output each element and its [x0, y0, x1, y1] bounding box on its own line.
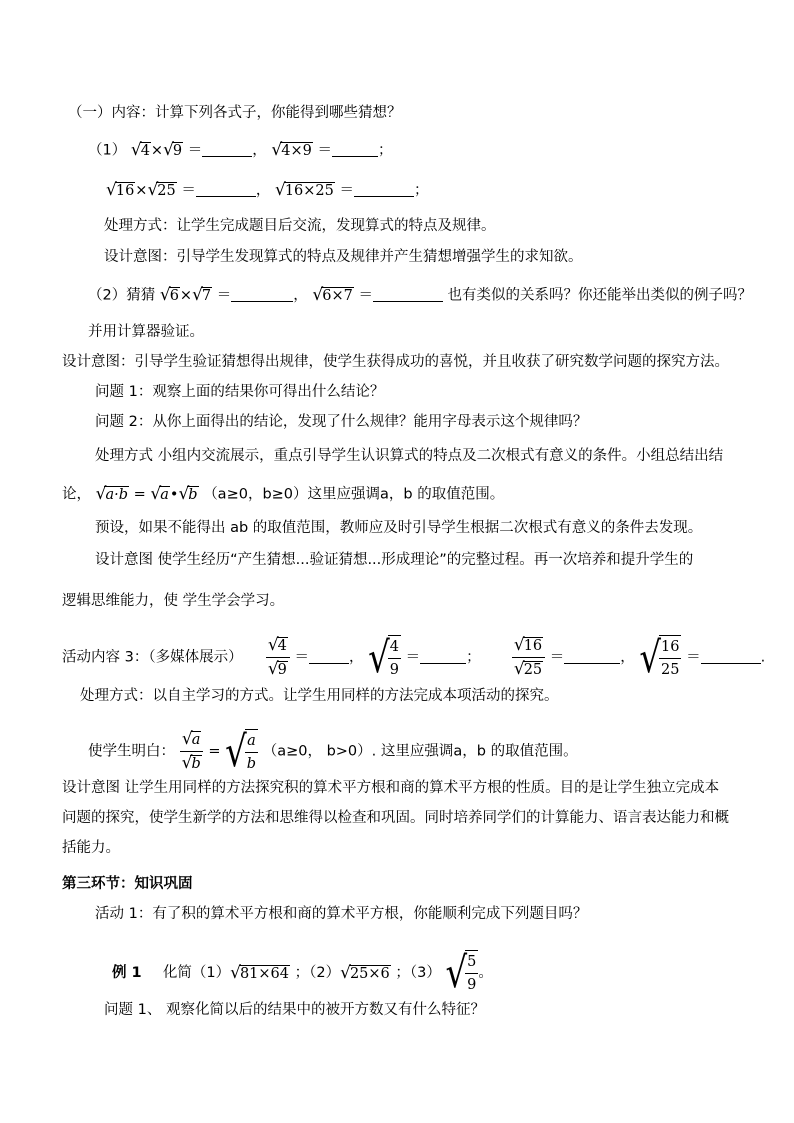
line-example-1: 例 1 化简（1）√81×64 ；（2）√25×6 ；（3） √ $\frac{5}{9}$ 。	[112, 948, 493, 998]
answer-blank[interactable]	[420, 649, 466, 664]
line-design-1: 设计意图：引导学生发现算式的特点及规律并产生猜想增强学生的求知欲。	[104, 249, 583, 265]
line-activity-3: 活动内容 3：（多媒体展示） $\frac{√4}{√9}$ ＝ ， √ $\frac{4}{9}$ ＝ ； $\frac{√16}{√25}$ ＝ ， √ $\frac{16}{25}$ ＝ .	[62, 632, 766, 683]
line-design-4b: 问题的探究，使学生新学的方法和思维得以检查和巩固。同时培养同学们的计算能力、语言表达能力和概	[62, 810, 729, 826]
line-verify: 并用计算器验证。	[88, 324, 204, 340]
line-activity-1: 活动 1：有了积的算术平方根和商的算术平方根，你能顺利完成下列题目吗？	[95, 906, 588, 922]
line-design-4a: 设计意图 让学生用同样的方法探究积的算术平方根和商的算术平方根的性质。目的是让学生独立完成本	[62, 780, 720, 796]
section-heading: 第三环节：知识巩固	[62, 876, 193, 892]
answer-blank[interactable]	[332, 142, 378, 157]
line-question-2: 问题 2：从你上面得出的结论，发现了什么规律？能用字母表示这个规律吗？	[95, 414, 588, 430]
answer-blank[interactable]	[373, 287, 443, 302]
line-content-intro: （一）内容：计算下列各式子，你能得到哪些猜想？	[68, 105, 402, 121]
line-question-1: 问题 1：观察上面的结果你可得出什么结论？	[95, 384, 385, 400]
line-q1-row2: √16×√25 ＝ ， √16×25 ＝ ；	[106, 180, 429, 200]
line-preset: 预设，如果不能得出 ab 的取值范围，教师应及时引导学生根据二次根式有意义的条件去发现。	[95, 520, 703, 536]
line-handling: 处理方式：让学生完成题目后交流，发现算式的特点及规律。	[104, 218, 496, 234]
answer-blank[interactable]	[701, 649, 761, 664]
line-handling-2: 处理方式 小组内交流展示，重点引导学生认识算式的特点及二次根式有意义的条件。小组总结出结	[95, 448, 724, 464]
answer-blank[interactable]	[231, 287, 293, 302]
answer-blank[interactable]	[564, 649, 620, 664]
line-design-4c: 括能力。	[62, 840, 120, 856]
answer-blank[interactable]	[309, 649, 349, 664]
answer-blank[interactable]	[354, 182, 414, 197]
line-design-2: 设计意图：引导学生验证猜想得出规律，使学生获得成功的喜悦，并且收获了研究数学问题的探究方法。	[62, 354, 729, 370]
answer-blank[interactable]	[202, 142, 252, 157]
answer-blank[interactable]	[196, 182, 256, 197]
line-q1-row1: （1） √4×√9 ＝ ， √4×9 ＝ ；	[88, 140, 393, 160]
line-design-3b: 逻辑思维能力，使 学生学会学习。	[62, 593, 285, 609]
line-handling-3: 处理方式：以自主学习的方式。让学生用同样的方法完成本项活动的探究。	[80, 688, 559, 704]
line-understand: 使学生明白： $\frac{√a}{√b}$ = √ $\frac{a}{b}$ （a≥0， b>0）. 这里应强调a，b 的取值范围。	[88, 726, 578, 777]
line-conclusion: 论， √a·b = √a•√b （a≥0，b≥0）这里应强调a，b 的取值范围。	[62, 484, 505, 504]
line-design-3a: 设计意图 使学生经历“产生猜想...验证猜想...形成理论”的完整过程。再一次培养和提升学生的	[95, 552, 694, 568]
line-question-final: 问题 1、 观察化简以后的结果中的被开方数又有什么特征？	[104, 1002, 485, 1018]
line-q2: （2）猜猜 √6×√7 ＝ ， √6×7 ＝ 也有类似的关系吗？你还能举出类似的例子吗？	[88, 285, 753, 305]
